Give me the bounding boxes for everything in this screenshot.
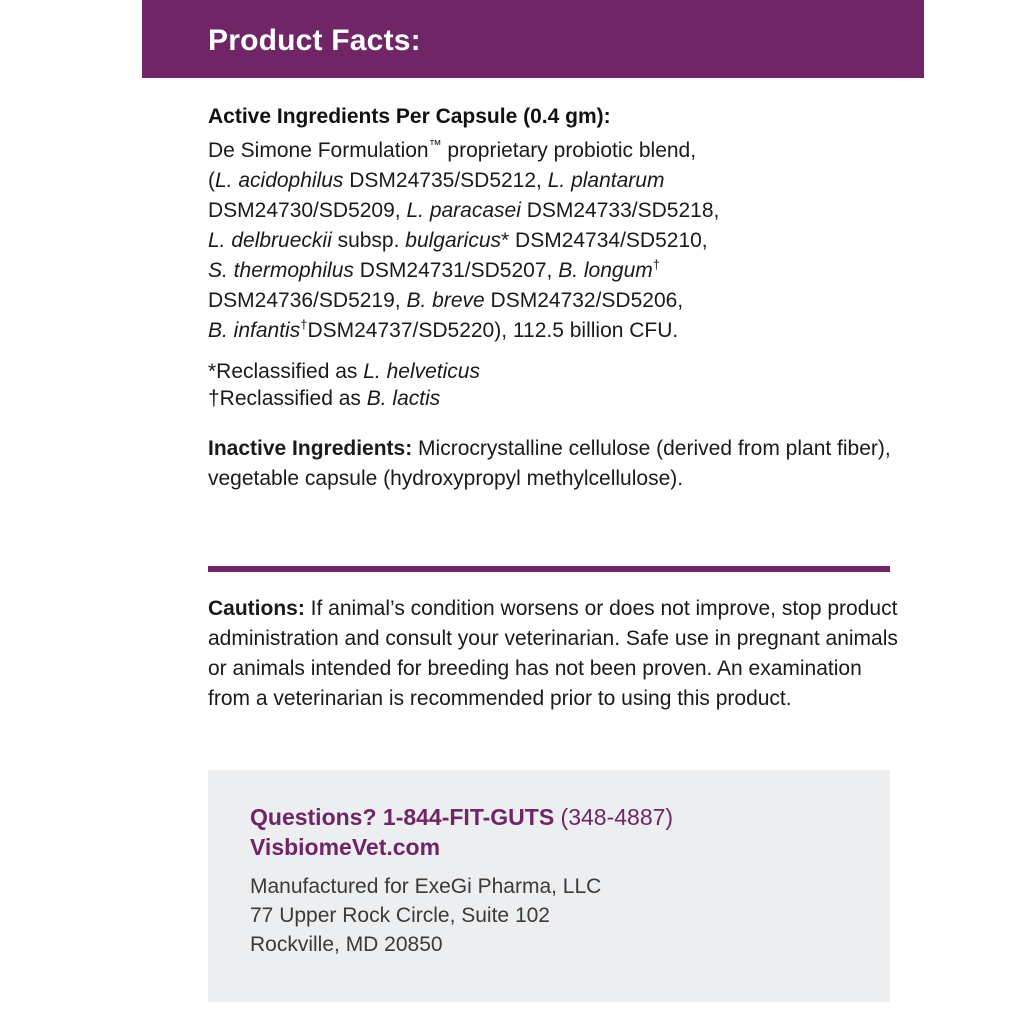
- cautions-block: [208, 594, 908, 714]
- page-title: Product Facts:: [208, 24, 421, 57]
- ingredient-line-4: L. delbrueckii subsp. bulgaricus* DSM24734/SD5210,: [208, 229, 708, 252]
- address-line-3: Rockville, MD 20850: [250, 933, 443, 956]
- website-link[interactable]: VisbiomeVet.com: [250, 834, 441, 860]
- inactive-ingredients-label: Inactive Ingredients:: [208, 437, 413, 460]
- main-content: [208, 104, 908, 494]
- header-bar: [142, 0, 924, 78]
- ingredient-line-2: (L. acidophilus DSM24735/SD5212, L. plantarum: [208, 169, 665, 192]
- active-ingredients-heading: Active Ingredients Per Capsule (0.4 gm):: [208, 105, 611, 128]
- footnote-dagger: †Reclassified as B. lactis: [208, 387, 441, 410]
- section-divider: [208, 566, 890, 572]
- address-line-2: 77 Upper Rock Circle, Suite 102: [250, 904, 550, 927]
- ingredient-line-6: DSM24736/SD5219, B. breve DSM24732/SD5206,: [208, 289, 684, 312]
- active-ingredients-text: [208, 136, 908, 346]
- ingredient-line-1: De Simone Formulation™ proprietary probiotic blend,: [208, 137, 697, 162]
- footnotes: [208, 358, 908, 412]
- ingredient-line-3: DSM24730/SD5209, L. paracasei DSM24733/SD5218,: [208, 199, 720, 222]
- footnote-asterisk: *Reclassified as L. helveticus: [208, 360, 480, 383]
- inactive-ingredients-text: Microcrystalline cellulose (derived from plant fiber), vegetable capsule (hydroxypropyl methylcellulose).: [208, 437, 891, 490]
- contact-inner: [250, 802, 870, 959]
- inactive-ingredients-block: [208, 434, 908, 494]
- questions-phone-numeric: (348-4887): [554, 804, 674, 830]
- ingredient-line-5: S. thermophilus DSM24731/SD5207, B. longum†: [208, 257, 660, 282]
- dagger-symbol: †: [300, 317, 308, 332]
- address-line-1: Manufactured for ExeGi Pharma, LLC: [250, 875, 602, 898]
- questions-phone[interactable]: Questions? 1-844-FIT-GUTS: [250, 804, 555, 830]
- dagger-symbol: †: [652, 257, 660, 272]
- cautions-text: If animal’s condition worsens or does not improve, stop product administration and consult your veterinarian. Safe use in pregnant animals or animals intended for breeding has not been proven. An examination from a veterinarian is recommended prior to using this product.: [208, 597, 898, 710]
- trademark-symbol: ™: [428, 137, 442, 152]
- questions-phone-line: [250, 802, 870, 832]
- ingredient-line-7: B. infantis†DSM24737/SD5220), 112.5 billion CFU.: [208, 317, 679, 342]
- contact-panel: [208, 770, 890, 1002]
- cautions-label: Cautions:: [208, 597, 305, 620]
